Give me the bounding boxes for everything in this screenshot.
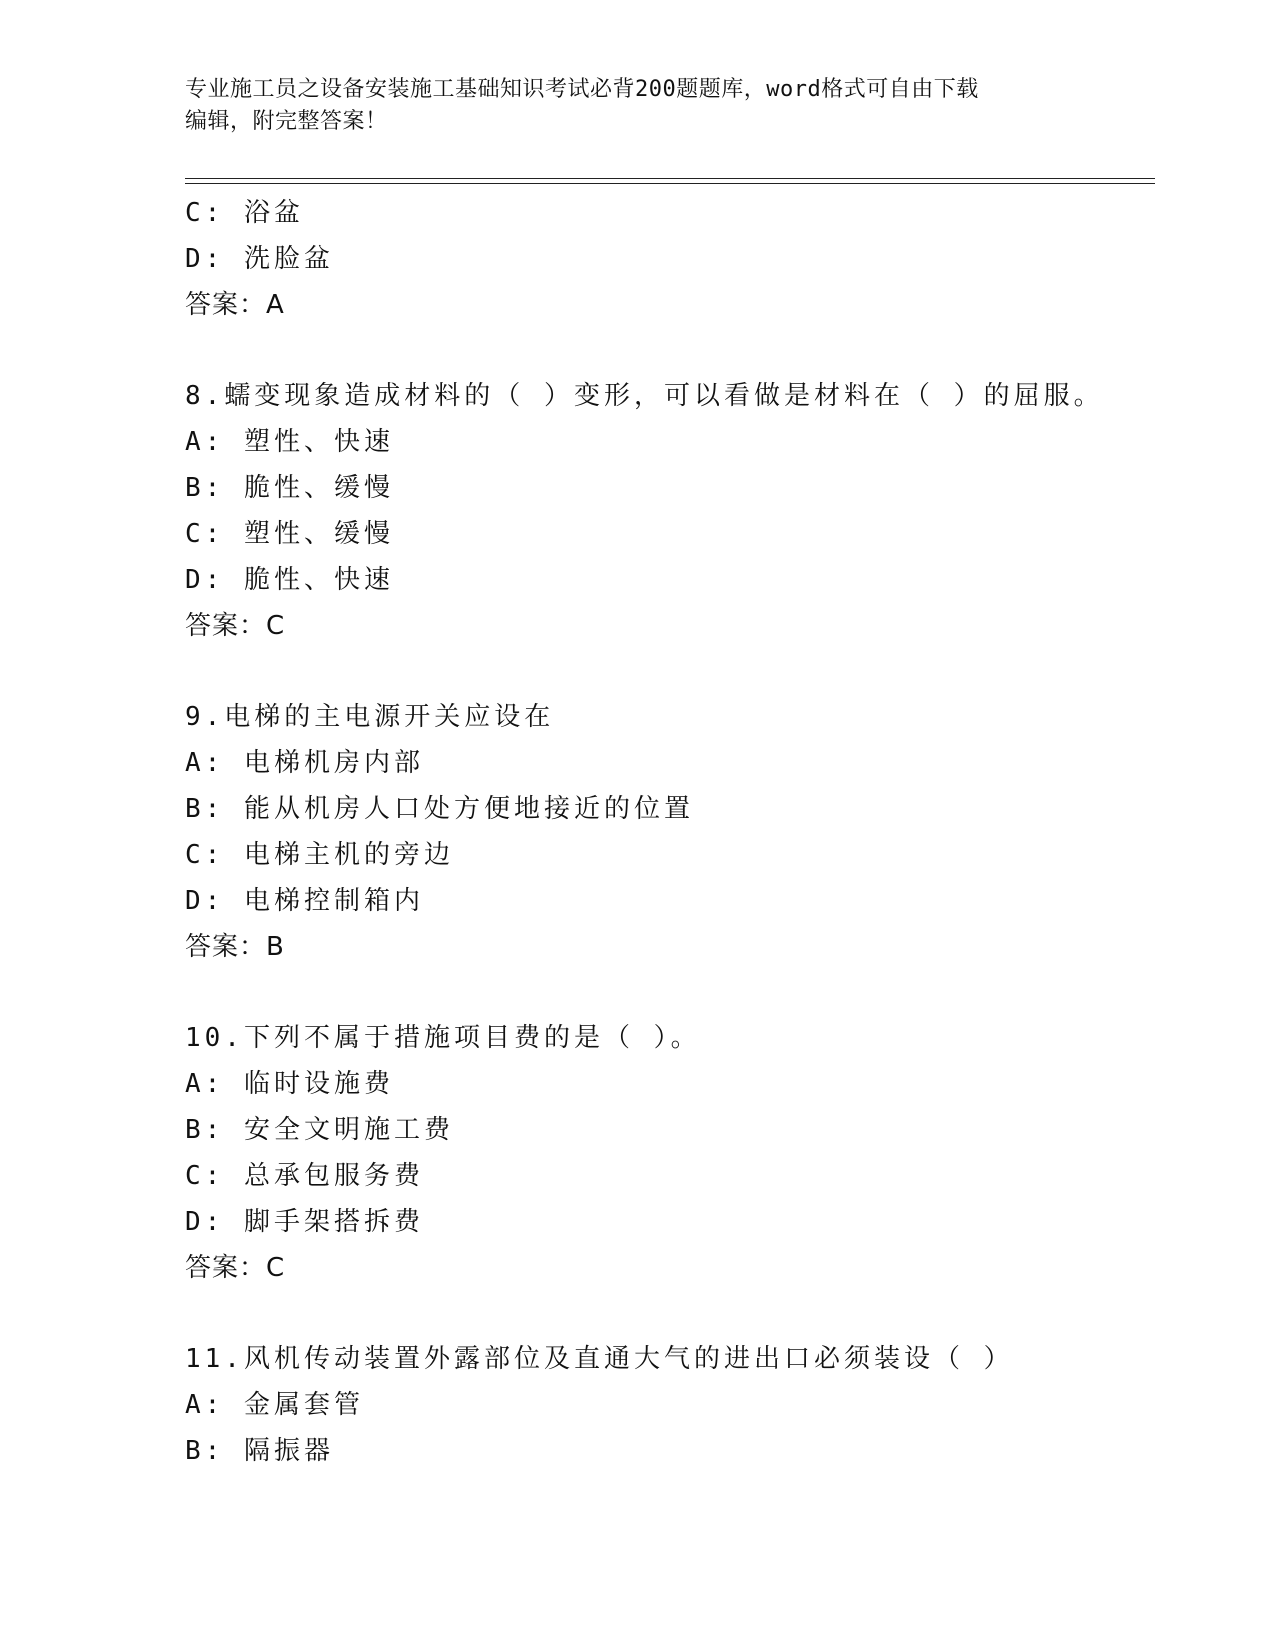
option-a: A: 塑性、快速 <box>185 427 394 457</box>
answer-line: 答案：C <box>185 1253 286 1283</box>
question-9 <box>185 694 1145 970</box>
question-stem: 9.电梯的主电源开关应设在 <box>185 702 555 732</box>
question-stem: 10.下列不属于措施项目费的是（ ）。 <box>185 1023 701 1053</box>
answer-line: 答案：C <box>185 611 286 641</box>
question-11 <box>185 1336 1145 1474</box>
question-10 <box>185 1015 1145 1291</box>
option-d: D: 洗脸盆 <box>185 244 334 274</box>
option-b: B: 能从机房人口处方便地接近的位置 <box>185 794 694 824</box>
question-8 <box>185 373 1145 649</box>
header-title-line-1: 专业施工员之设备安装施工基础知识考试必背200题题库，word格式可自由下载 <box>185 77 979 102</box>
question-7-continued <box>185 190 1145 328</box>
answer-line: 答案：B <box>185 932 285 962</box>
option-a: A: 临时设施费 <box>185 1069 394 1099</box>
header-divider-top <box>185 178 1155 179</box>
option-b: B: 隔振器 <box>185 1436 334 1466</box>
question-stem: 8.蠕变现象造成材料的（ ）变形，可以看做是材料在（ ）的屈服。 <box>185 381 1104 411</box>
option-d: D: 脚手架搭拆费 <box>185 1207 424 1237</box>
option-b: B: 脆性、缓慢 <box>185 473 394 503</box>
option-a: A: 电梯机房内部 <box>185 748 424 778</box>
answer-line: 答案：A <box>185 290 285 320</box>
question-stem: 11.风机传动装置外露部位及直通大气的进出口必须装设（ ） <box>185 1344 1014 1374</box>
question-list <box>185 190 1145 1474</box>
option-c: C: 浴盆 <box>185 198 304 228</box>
option-c: C: 电梯主机的旁边 <box>185 840 454 870</box>
option-c: C: 塑性、缓慢 <box>185 519 394 549</box>
header-divider-bottom <box>185 183 1155 184</box>
document-header <box>185 74 1085 138</box>
option-d: D: 电梯控制箱内 <box>185 886 424 916</box>
option-b: B: 安全文明施工费 <box>185 1115 454 1145</box>
option-c: C: 总承包服务费 <box>185 1161 424 1191</box>
option-a: A: 金属套管 <box>185 1390 364 1420</box>
header-title-line-2: 编辑，附完整答案！ <box>185 109 388 134</box>
option-d: D: 脆性、快速 <box>185 565 394 595</box>
